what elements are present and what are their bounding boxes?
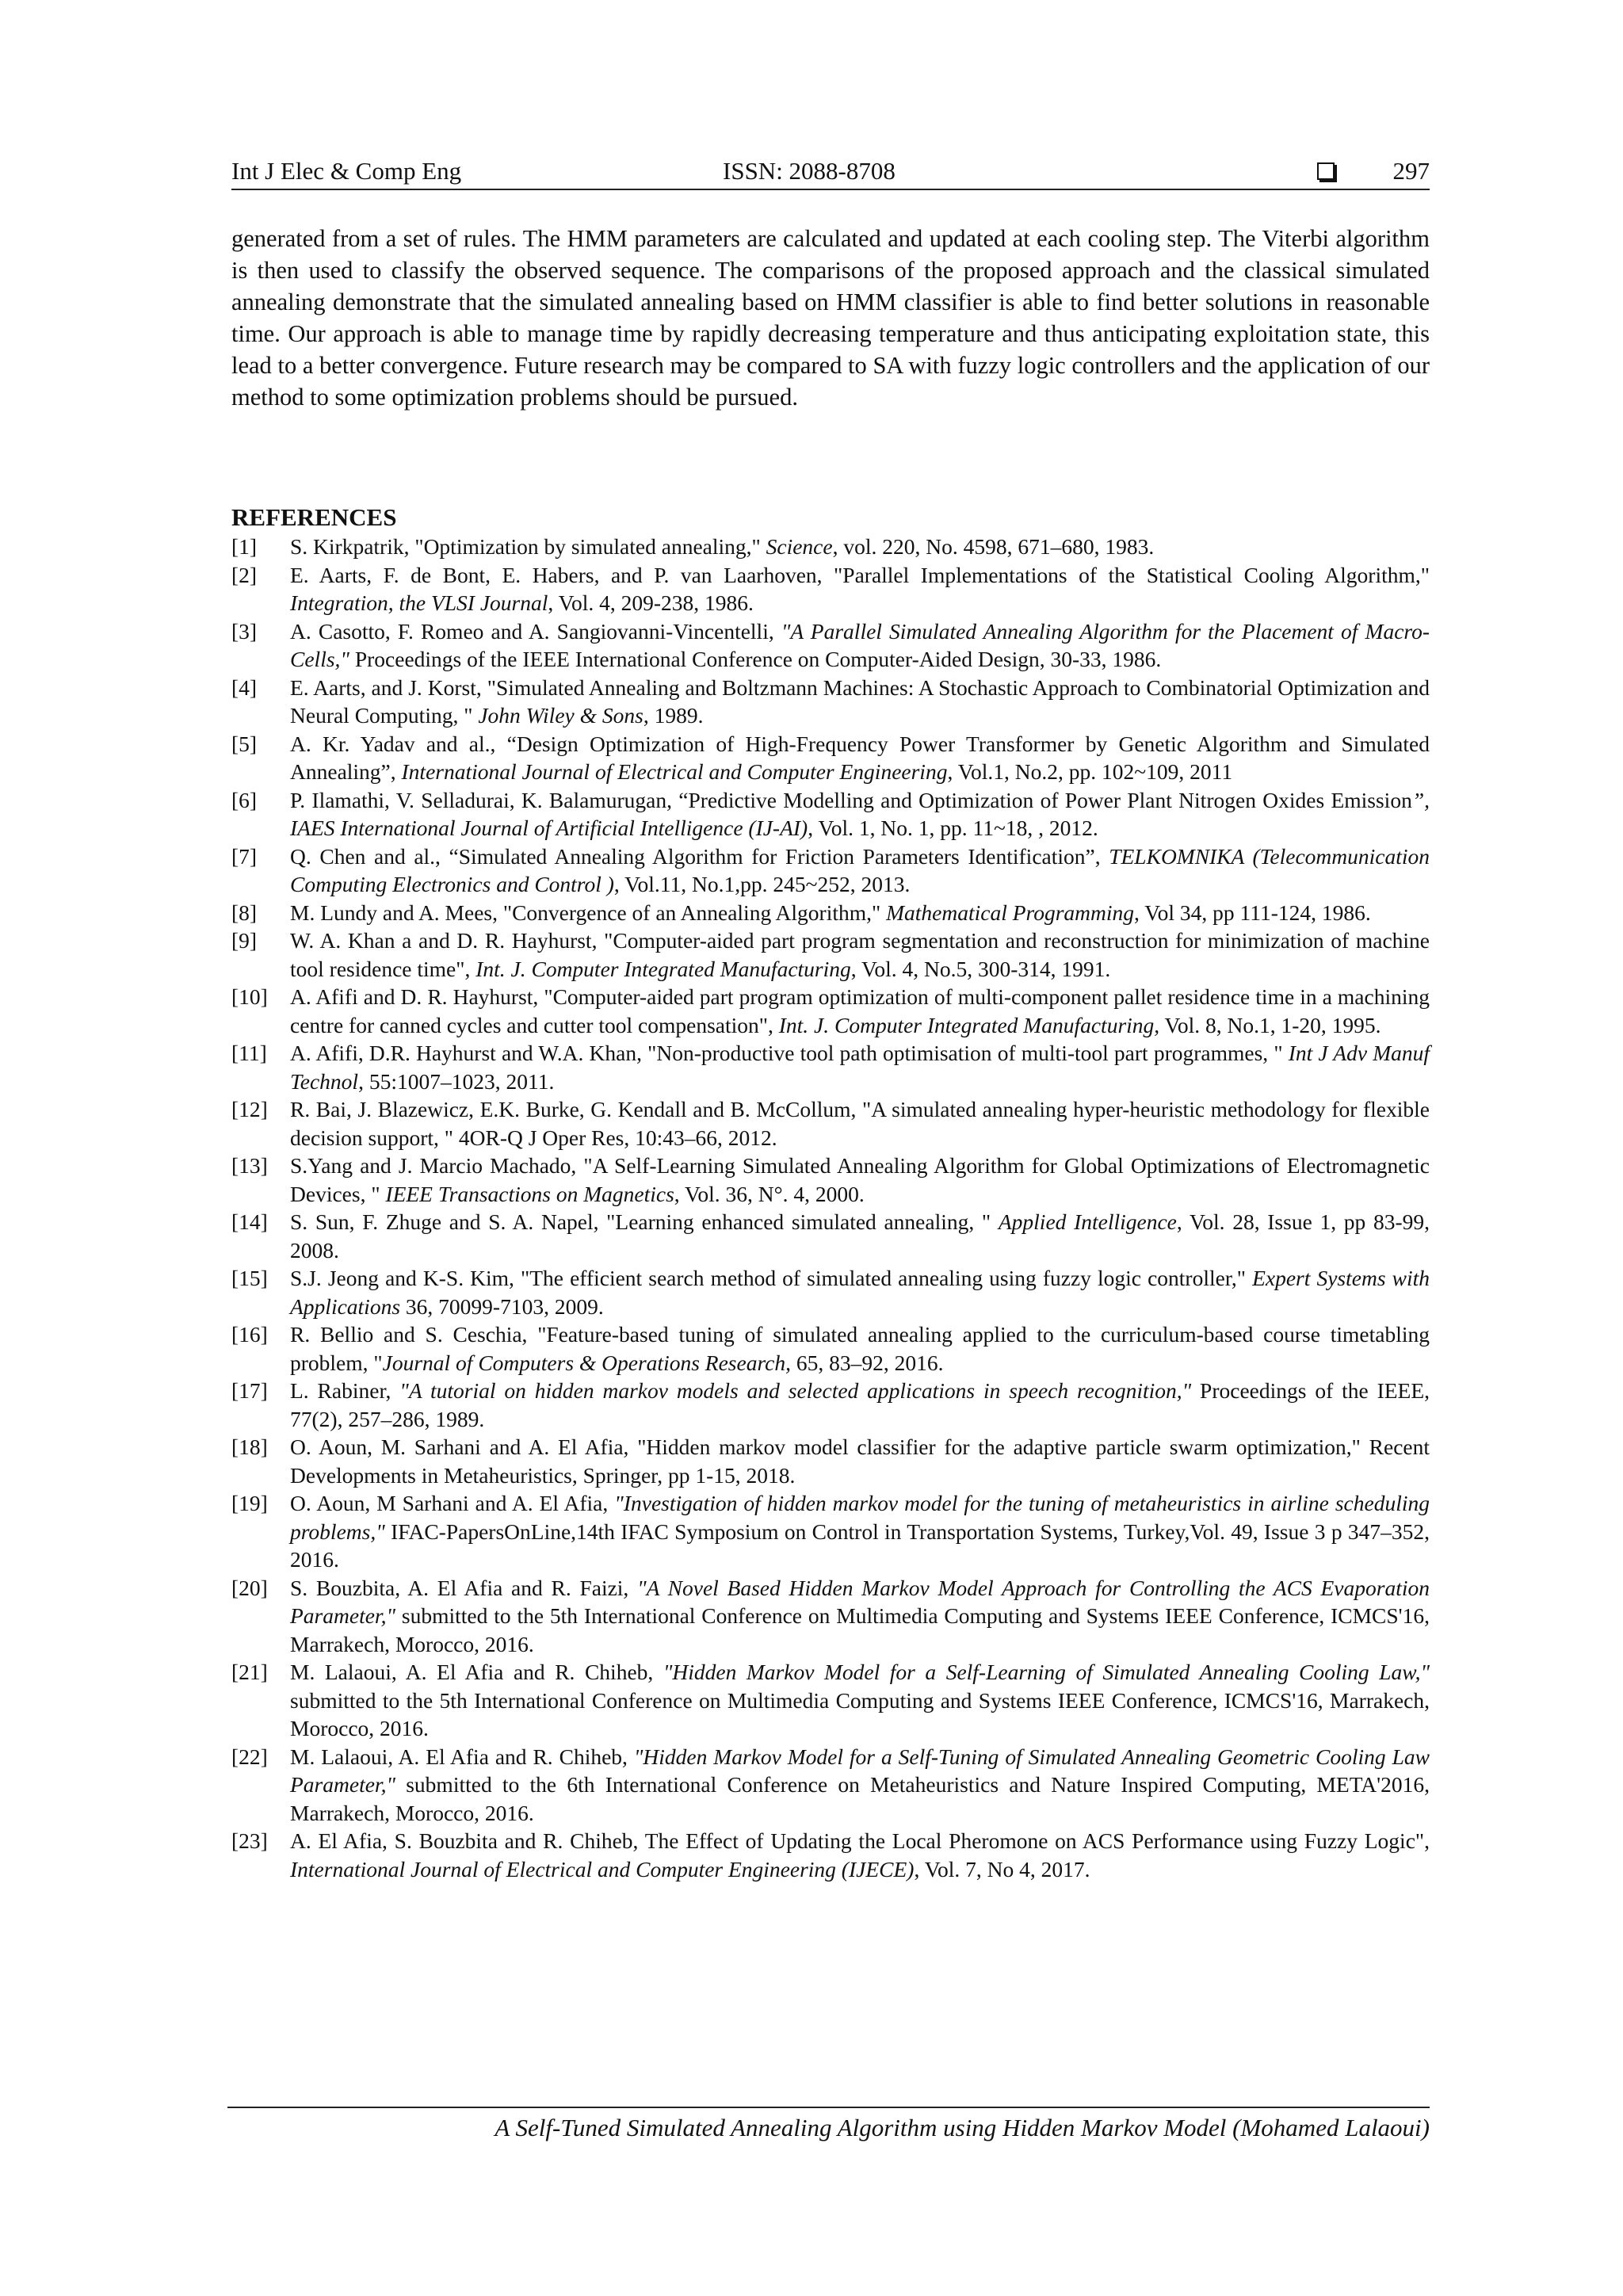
reference-item (231, 1320, 1430, 1377)
reference-text: S. Bouzbita, A. El Afia and R. Faizi, (290, 1575, 638, 1600)
reference-text: L. Rabiner, (290, 1378, 400, 1403)
reference-italic-text: IEEE Transactions on Magnetics (385, 1181, 674, 1206)
reference-text: S. Sun, F. Zhuge and S. A. Napel, "Learning enhanced simulated annealing, " (290, 1209, 999, 1234)
reference-number: [18] (231, 1435, 268, 1459)
header-divider (231, 189, 1430, 190)
reference-number: [14] (231, 1209, 268, 1234)
reference-text: A. Afifi and D. R. Hayhurst, "Computer-aided part program optimization of multi-component pallet residence time in a machining centre for canned cycles and cutter tool compensation", (290, 984, 1430, 1037)
reference-text: , vol. 220, No. 4598, 671–680, 1983. (832, 534, 1155, 559)
page-number: 297 (1392, 157, 1430, 185)
reference-text: , Vol. 1, No. 1, pp. 11~18, , 2012. (808, 816, 1098, 840)
reference-text: Proceedings of the IEEE, 77(2), 257–286, 1989. (290, 1378, 1430, 1431)
reference-item (231, 730, 1430, 786)
reference-item (231, 1264, 1430, 1320)
reference-item (231, 533, 1430, 561)
reference-number: [23] (231, 1828, 268, 1853)
reference-text: S.J. Jeong and K-S. Kim, "The efficient search method of simulated annealing using fuzzy logic controller," (290, 1266, 1253, 1290)
reference-text: submitted to the 5th International Conference on Multimedia Computing and Systems IEEE Conference, ICMCS'16, Marrakech, Morocco, 2016. (290, 1687, 1430, 1740)
reference-number: [16] (231, 1322, 268, 1347)
reference-text: Q. Chen and al., “Simulated Annealing Algorithm for Friction Parameters Identification”, (290, 843, 1109, 869)
reference-italic-text: Int. J. Computer Integrated Manufacturing (475, 956, 851, 981)
reference-text: O. Aoun, M. Sarhani and A. El Afia, "Hidden markov model classifier for the adaptive particle swarm optimization," Recent Developments in Metaheuristics, Springer, pp 1-15, 2018. (290, 1435, 1430, 1488)
reference-number: [12] (231, 1097, 268, 1121)
journal-name: Int J Elec & Comp Eng (231, 157, 462, 185)
reference-item (231, 617, 1430, 674)
reference-text: submitted to the 6th International Conference on Metaheuristics and Nature Inspired Computing, META'2016, Marrakech, Morocco, 2016. (290, 1772, 1430, 1825)
reference-italic-text: Int J Adv Manuf Technol (290, 1041, 1430, 1094)
running-footer: A Self-Tuned Simulated Annealing Algorithm using Hidden Markov Model (Mohamed Lalaoui) (495, 2114, 1430, 2141)
reference-italic-text: "Hidden Markov Model for a Self-Learning of Simulated Annealing Cooling Law," (663, 1660, 1430, 1684)
footer-divider (227, 2107, 1430, 2108)
reference-italic-text: "Hidden Markov Model for a Self-Tuning of Simulated Annealing Geometric Cooling Law Parameter," (290, 1744, 1430, 1797)
reference-item (231, 1377, 1430, 1433)
reference-text: A. Afifi, D.R. Hayhurst and W.A. Khan, "Non-productive tool path optimisation of multi-tool part programmes, " (290, 1041, 1289, 1065)
reference-number: [17] (231, 1378, 268, 1403)
reference-text: , Vol.11, No.1,pp. 245~252, 2013. (613, 872, 911, 896)
reference-text: A. Kr. Yadav and al., “Design Optimization of High-Frequency Power Transformer by Genetic Algorithm and Simulated Annealing”, (290, 731, 1430, 784)
reference-text: E. Aarts, F. de Bont, E. Habers, and P. van Laarhoven, "Parallel Implementations of the Statistical Cooling Algorithm," (290, 562, 1430, 587)
conclusion-paragraph: generated from a set of rules. The HMM parameters are calculated and updated at each cooling step. The Viterbi algorithm is then used to classify the observed sequence. The comparisons of the proposed approach and the classical simulated annealing demonstrate that the simulated annealing based on HMM classifier is able to find better solutions in reasonable time. Our approach is able to manage time by rapidly decreasing temperature and thus anticipating exploitation state, this lead to a better convergence. Future research may be compared to SA with fuzzy logic controllers and the application of our method to some optimization problems should be pursued. (231, 225, 1430, 411)
reference-number: [19] (231, 1491, 268, 1515)
reference-item (231, 1208, 1430, 1264)
reference-item (231, 561, 1430, 617)
reference-italic-text: International Journal of Electrical and Computer Engineering (401, 759, 948, 784)
reference-text: M. Lalaoui, A. El Afia and R. Chiheb, (290, 1660, 663, 1684)
reference-list (231, 533, 1430, 1883)
reference-italic-text: Int. J. Computer Integrated Manufacturing, (778, 1012, 1160, 1037)
reference-text: A. Casotto, F. Romeo and A. Sangiovanni-Vincentelli, (290, 618, 781, 644)
reference-number: [20] (231, 1575, 268, 1600)
reference-number: [22] (231, 1744, 268, 1769)
reference-text: P. Ilamathi, V. Selladurai, K. Balamurugan, “Predictive Modelling and Optimization of Power Plant Nitrogen Oxides Emission (290, 787, 1412, 812)
reference-italic-text: Journal of Computers & Operations Research, (382, 1350, 791, 1375)
reference-text: , Vol. 4, No.5, 300-314, 1991. (850, 956, 1111, 981)
reference-number: [4] (231, 674, 258, 700)
reference-number: [3] (231, 618, 258, 644)
reference-italic-text: TELKOMNIKA (Telecommunication Computing Electronics and Control ) (290, 843, 1430, 896)
reference-item (231, 1658, 1430, 1743)
reference-number: [11] (231, 1041, 267, 1065)
reference-text: , Vol 34, pp 111-124, 1986. (1134, 900, 1371, 925)
reference-text: W. A. Khan a and D. R. Hayhurst, "Computer-aided part program segmentation and reconstruction for minimization of machine tool residence time", (290, 928, 1430, 981)
reference-text: A. El Afia, S. Bouzbita and R. Chiheb, The Effect of Updating the Local Pheromone on ACS Performance using Fuzzy Logic", (290, 1828, 1430, 1853)
reference-text: 36, 70099-7103, 2009. (400, 1293, 604, 1319)
reference-italic-text: Science (766, 534, 833, 559)
reference-number: [8] (231, 900, 258, 925)
reference-item (231, 674, 1430, 730)
reference-item (231, 926, 1430, 983)
reference-item (231, 983, 1430, 1039)
reference-number: [5] (231, 731, 258, 756)
reference-item (231, 1433, 1430, 1489)
reference-text: submitted to the 5th International Conference on Multimedia Computing and Systems IEEE Conference, ICMCS'16, Marrakech, Morocco, 2016. (290, 1603, 1430, 1656)
reference-italic-text: International Journal of Electrical and Computer Engineering (IJECE) (290, 1856, 915, 1881)
reference-italic-text: "A Novel Based Hidden Markov Model Approach for Controlling the ACS Evaporation Parameter," (290, 1575, 1430, 1628)
reference-item (231, 1574, 1430, 1659)
reference-item (231, 842, 1430, 899)
reference-number: [6] (231, 787, 258, 812)
reference-text: M. Lundy and A. Mees, "Convergence of an Annealing Algorithm," (290, 900, 887, 925)
reference-number: [15] (231, 1266, 268, 1290)
reference-text: Vol. 8, No.1, 1-20, 1995. (1159, 1012, 1381, 1037)
reference-text: R. Bellio and S. Ceschia, "Feature-based tuning of simulated annealing applied to the curriculum-based course timetabling problem, " (290, 1322, 1430, 1375)
reference-italic-text: "A Parallel Simulated Annealing Algorithm for the Placement of Macro-Cells," (290, 618, 1430, 671)
reference-text: , Vol. 4, 209-238, 1986. (548, 590, 754, 615)
reference-text: , Vol. 28, Issue 1, pp 83-99, 2008. (290, 1209, 1430, 1263)
reference-italic-text: Expert Systems with Applications (290, 1266, 1430, 1319)
reference-italic-text: John Wiley & Sons (478, 703, 643, 728)
reference-italic-text: Applied Intelligence (998, 1209, 1177, 1234)
reference-item (231, 1152, 1430, 1208)
reference-text: , 55:1007–1023, 2011. (358, 1068, 555, 1094)
reference-text: O. Aoun, M Sarhani and A. El Afia, (290, 1491, 615, 1515)
reference-text: Proceedings of the IEEE International Conference on Computer-Aided Design, 30-33, 1986. (349, 647, 1162, 671)
reference-item (231, 899, 1430, 927)
reference-item (231, 1489, 1430, 1574)
reference-item (231, 1743, 1430, 1828)
reference-italic-text: Integration, the VLSI Journal (290, 590, 548, 615)
reference-text: R. Bai, J. Blazewicz, E.K. Burke, G. Kendall and B. McCollum, "A simulated annealing hyper-heuristic methodology for flexible decision support, " 4OR-Q J Oper Res, 10:43–66, 2012. (290, 1097, 1430, 1150)
reference-number: [2] (231, 562, 258, 587)
issn-number: ISSN: 2088-8708 (723, 157, 896, 185)
reference-number: [21] (231, 1660, 268, 1684)
reference-text: IFAC-PapersOnLine,14th IFAC Symposium on Control in Transportation Systems, Turkey,Vol. 49, Issue 3 p 347–352, 2016. (290, 1519, 1430, 1572)
references-heading: REFERENCES (231, 503, 397, 531)
reference-text: , 1989. (643, 703, 704, 728)
reference-text: S.Yang and J. Marcio Machado, "A Self-Learning Simulated Annealing Algorithm for Global Optimizations of Electromagnetic Devices, " (290, 1153, 1430, 1206)
reference-text: , Vol. 36, N°. 4, 2000. (674, 1181, 865, 1206)
reference-italic-text: "A tutorial on hidden markov models and selected applications in speech recognition," (399, 1378, 1192, 1403)
reference-italic-text: "Investigation of hidden markov model for the tuning of metaheuristics in airline scheduling problems," (290, 1491, 1430, 1544)
reference-item (231, 786, 1430, 842)
reference-text: S. Kirkpatrik, "Optimization by simulated annealing," (290, 534, 766, 559)
reference-item (231, 1039, 1430, 1095)
reference-text: M. Lalaoui, A. El Afia and R. Chiheb, (290, 1744, 634, 1769)
reference-text: , Vol. 7, No 4, 2017. (914, 1856, 1090, 1881)
reference-item (231, 1827, 1430, 1883)
reference-number: [10] (231, 984, 268, 1009)
reference-text: 65, 83–92, 2016. (790, 1350, 944, 1375)
reference-item (231, 1095, 1430, 1152)
reference-text: , Vol.1, No.2, pp. 102~109, 2011 (947, 759, 1233, 784)
reference-number: [1] (231, 534, 258, 559)
reference-text: E. Aarts, and J. Korst, "Simulated Annealing and Boltzmann Machines: A Stochastic Approach to Combinatorial Optimization and Neural Computing, " (290, 674, 1430, 728)
reference-number: [9] (231, 928, 258, 953)
reference-number: [13] (231, 1153, 268, 1178)
reference-italic-text: Mathematical Programming (886, 900, 1135, 925)
checkbox-square-icon (1317, 162, 1335, 180)
reference-italic-text: ”, IAES International Journal of Artificial Intelligence (IJ-AI) (290, 787, 1430, 840)
reference-number: [7] (231, 843, 258, 869)
page-header (231, 155, 1430, 187)
